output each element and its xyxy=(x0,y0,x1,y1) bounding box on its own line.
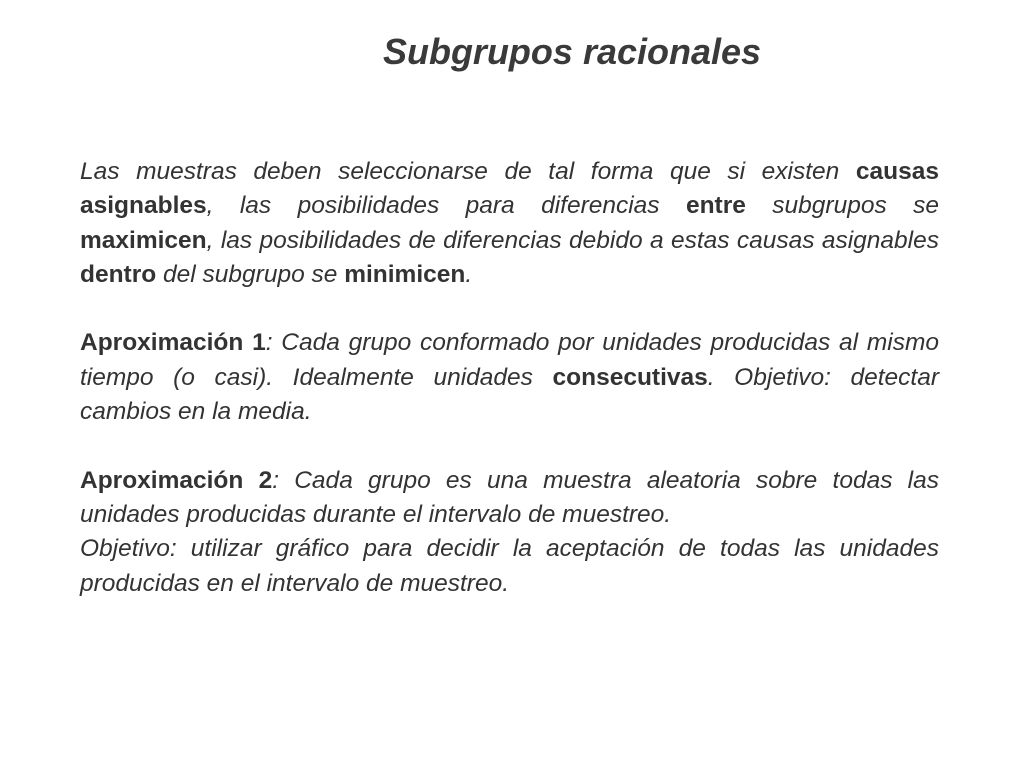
text-run: . xyxy=(465,260,473,288)
bold-term: entre xyxy=(685,192,746,220)
text-run: : Cada grupo conformado por unidades producidas al mismo tiempo (o casi). Idealmente unidades xyxy=(80,329,939,391)
text-run: , las posibilidades para diferencias xyxy=(206,192,686,220)
approach-2-label: Aproximación 2 xyxy=(80,466,273,494)
bold-term: minimicen xyxy=(344,260,466,288)
text-run: Las muestras deben seleccionarse de tal forma que si existen xyxy=(80,158,856,185)
paragraph-definition xyxy=(80,155,939,292)
text-run: : Cada grupo es una muestra aleatoria sobre todas las unidades producidas durante el intervalo de muestreo. xyxy=(80,466,939,528)
slide-body xyxy=(80,155,939,601)
text-run: subgrupos se xyxy=(745,192,939,220)
bold-term: dentro xyxy=(80,260,157,288)
paragraph-approach-2-objective: Objetivo: utilizar gráfico para decidir la aceptación de todas las unidades producidas en el intervalo de muestreo. xyxy=(80,535,939,597)
bold-term: consecutivas xyxy=(552,363,708,391)
text-run: . Objetivo: detectar cambios en la media. xyxy=(80,363,939,426)
text-run: , las posibilidades de diferencias debido a estas causas asignables xyxy=(206,226,939,254)
bold-term: maximicen xyxy=(80,226,207,254)
paragraph-spacer xyxy=(80,292,939,326)
text-run: del subgrupo se xyxy=(156,260,345,288)
slide-title: Subgrupos racionales xyxy=(382,31,762,72)
paragraph-spacer xyxy=(80,429,939,463)
approach-1-label: Aproximación 1 xyxy=(80,329,266,357)
bold-term: causas asignables xyxy=(80,158,939,220)
paragraph-approach-1 xyxy=(80,326,939,429)
paragraph-approach-2 xyxy=(80,464,939,533)
